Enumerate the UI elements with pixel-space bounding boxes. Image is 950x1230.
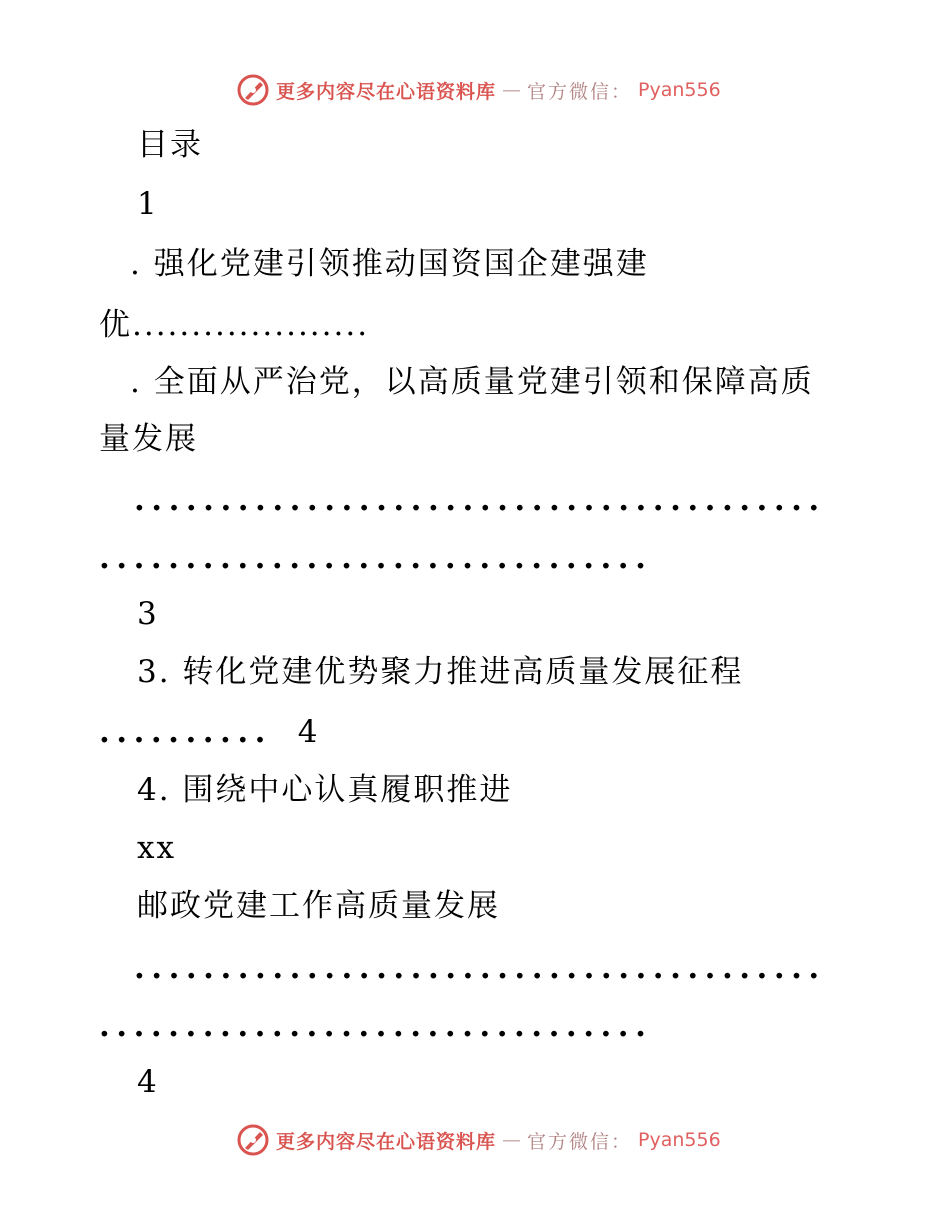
banner-wechat-id: Pyan556 <box>638 79 721 101</box>
banner-brand: 更多内容尽在心语资料库 <box>276 80 497 103</box>
toc-leader-dots-1: ........................................ <box>134 482 826 518</box>
header-banner <box>236 72 721 108</box>
banner-dash: — <box>502 1129 522 1151</box>
pen-logo-icon <box>236 1123 270 1157</box>
toc-leader-dots-3: .......... <box>99 714 272 750</box>
toc-line-10 <box>99 712 320 752</box>
toc-leader-dots-4: ........................................ <box>134 950 826 986</box>
banner-wechat-label: 官方微信： <box>527 80 633 103</box>
footer-banner <box>236 1122 721 1158</box>
toc-line-3: 优.................... <box>99 307 370 343</box>
toc-line-12: xx <box>137 830 176 866</box>
toc-heading: 目录 <box>137 127 203 163</box>
toc-page-number-3: 4 <box>137 1064 159 1100</box>
banner-dash: — <box>502 79 522 101</box>
toc-leader-dots-2: ................................ <box>99 540 653 576</box>
pen-logo-icon <box>236 73 270 107</box>
toc-line-4: . 全面从严治党，以高质量党建引领和保障高质 <box>130 364 814 400</box>
toc-leader-dots-5: ................................ <box>99 1008 653 1044</box>
toc-line-5: 量发展 <box>99 421 198 457</box>
banner-brand: 更多内容尽在心语资料库 <box>276 1130 497 1153</box>
banner-wechat-label: 官方微信： <box>527 1130 633 1153</box>
toc-line-1: 1 <box>137 186 159 222</box>
toc-page-number-2: 4 <box>297 714 320 750</box>
toc-page-number-1: 3 <box>137 596 159 632</box>
toc-line-13: 邮政党建工作高质量发展 <box>137 888 500 924</box>
toc-line-2: . 强化党建引领推动国资国企建强建 <box>130 246 649 282</box>
toc-line-11: 4. 围绕中心认真履职推进 <box>137 772 513 808</box>
banner-wechat-id: Pyan556 <box>638 1129 721 1151</box>
toc-line-9: 3. 转化党建优势聚力推进高质量发展征程 <box>137 654 744 690</box>
